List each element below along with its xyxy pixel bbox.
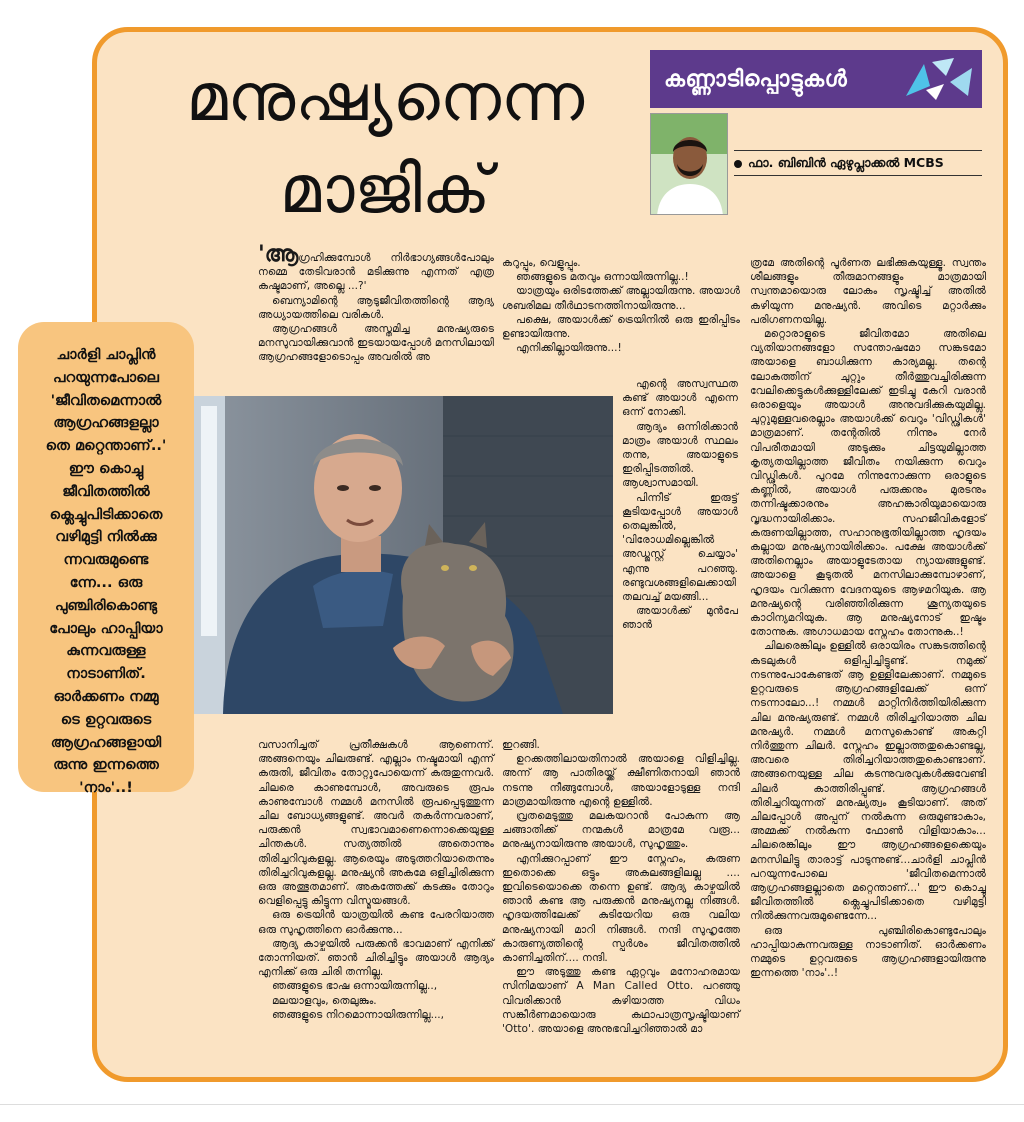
paragraph: ആഗ്രഹങ്ങൾ അസ്തമിച്ച മനുഷ്യരുടെ മനസുവായിക്കുവാൻ ഇടയായപ്പോൾ മനസിലായി ആഗ്രഹങ്ങളോടൊപ്പം അവരിൽ അ <box>258 323 494 364</box>
paragraph: ബെന്യാമിന്റെ ആടുജീവിതത്തിന്റെ ആദ്യ അധ്യായത്തിലെ വരികൾ. <box>258 294 494 321</box>
pull-quote-line: 'നാം'..! <box>79 779 133 797</box>
column-3 <box>750 256 986 980</box>
headline <box>160 52 610 236</box>
decorative-triangles-icon <box>902 56 976 102</box>
column-2-bottom <box>502 738 740 1036</box>
author-name: ഫാ. ബിബിൻ ഏഴുപ്ലാക്കൽ MCBS <box>748 155 944 170</box>
pull-quote-line: ന്നവരുമുണ്ടെ <box>63 551 149 569</box>
pull-quote-line: ന്നേ... ഒരു <box>69 573 143 591</box>
paragraph: ഞങ്ങളുടെ മതവും ഒന്നായിരുന്നില്ല..! <box>516 271 689 284</box>
paragraph: ഇറങ്ങി. <box>502 739 540 751</box>
paragraph: കറുപ്പും, വെളുപ്പും. <box>502 257 581 269</box>
pull-quote-line: ടെ ഉറ്റവരുടെ <box>60 710 152 728</box>
paragraph: അയാൾക്ക് മുൻപേ ഞാൻ <box>622 605 738 632</box>
pull-quote-line: ഈ കൊച്ചു <box>68 459 144 477</box>
paragraph: മറ്റൊരാളുടെ ജീവിതമോ അതിലെ വ്യതിയാനങ്ങളോ സന്തോഷമോ സങ്കടമോ അയാളെ ബാധിക്കുന്ന കാര്യമല്ല. തന്റെ ലോകത്തിന് ചുറ്റും തീർത്തുവച്ചിരിക്കുന്ന വേലിക്കെട്ടുകൾക്കുള്ളിലേക്ക് ഇടിച്ചു കേറി വരാൻ ഒരാളെയും അയാൾ അനുവദിക്കുകയുമില്ല. ചുറ്റുമുള്ളവരെല്ലാം അയാൾക്ക് വെറും 'വിഡ്ഢികൾ' മാത്രമാണ്. തന്റേതിൽ നിന്നും നേർ വിപരീതമായി അടുക്കും ചിട്ടയുമില്ലാത്ത കൃത്യതയില്ലാത്ത ജീവിതം നയിക്കുന്ന വെറും വിഡ്ഢികൾ. പുറമേ നിന്നുനോക്കുന്ന ഒരാളുടെ കണ്ണിൽ, അയാൾ പരുക്കനും മുരടനും തന്നിഷ്ടക്കാരനും അഹങ്കാരിയുമായൊരു വൃദ്ധനായിരിക്കാം. സഹജീവികളോട് കരുണയില്ലാത്ത, സഹാനുഭൂതിയില്ലാത്ത ഹൃദയം കല്ലായ മനുഷ്യനായിരിക്കാം. പക്ഷേ അയാൾക്ക് അതിനെല്ലാം അയാളുടേതായ ന്യായങ്ങളുണ്ട്. അയാളെ കൂടുതൽ മനസിലാക്കുമ്പോഴാണ്, ഹൃദയം വറിക്കുന്ന വേദനയുടെ ആഴമറിയുക. ആ മനുഷ്യന്റെ വരിഞ്ഞിരിക്കുന്ന ശൂന്യതയുടെ കാഠിന്യമറിയുക. ആ മനുഷ്യനോട് ഇഷ്ടം തോന്നുക. അഗാധമായ സ്നേഹം തോന്നുക..! <box>750 328 986 639</box>
paragraph: എനിക്കുറപ്പാണ് ഈ സ്നേഹം, കരുണ ഇതൊക്കെ ഒട്ടും അകലങ്ങളിലല്ല .... ഇവിടെയൊക്കെ തന്നെ ഉണ്ട്. ആദ്യ കാഴ്ചയിൽ ഞാൻ കണ്ട ആ പരുക്കൻ മനുഷ്യനല്ല നിങ്ങൾ. ഹൃദയത്തിലേക്ക് കുടിയേറിയ ഒരു വലിയ മനുഷ്യനായി മാറി നിങ്ങൾ. നന്ദി സുഹൃത്തേ കാരുണ്യത്തിന്റെ സ്പർശം ജീവിതത്തിൽ കാണിച്ചതിന്.... നന്ദി. <box>502 852 740 965</box>
column-banner-title: കണ്ണാടിപ്പൊട്ടുകൾ <box>664 66 848 92</box>
column-2-top <box>502 256 740 355</box>
paragraph: ഉറക്കത്തിലായതിനാൽ അയാളെ വിളിച്ചില്ല. അന്ന് ആ പാതിരയ്ക്ക് ക്ഷീണിതനായി ഞാൻ നടന്നു നീങ്ങുമ്പോൾ, അയാളോടുള്ള നന്ദി മാത്രമായിരുന്നു എന്റെ ഉള്ളിൽ. <box>502 753 740 808</box>
paragraph: ഞങ്ങളുടെ ഭാഷ ഒന്നായിരുന്നില്ല.., <box>272 980 438 993</box>
page-divider <box>0 1104 1024 1105</box>
pull-quote-line: നാടാണിത്. <box>66 665 146 683</box>
paragraph: എന്റെ അസ്വസ്ഥത കണ്ട് അയാൾ എന്നെ ഒന്ന് നോക്കി. <box>622 378 738 419</box>
pull-quote-line: 'ജീവിതമെന്നാൽ <box>50 391 162 409</box>
column-banner <box>650 50 982 108</box>
pull-quote-line: ജീവിതത്തിൽ <box>62 482 150 500</box>
paragraph: ഈ അടുത്തു കണ്ട ഏറ്റവും മനോഹരമായ സിനിമയാണ് A Man Called Otto. പറഞ്ഞു വിവരിക്കാൻ കഴിയാത്ത വിധം സങ്കീർണമായൊരു കഥാപാത്രസൃഷ്ടിയാണ് 'Otto'. അയാളെ അനുഭവിച്ചറിഞ്ഞാൽ മാ <box>502 966 740 1036</box>
paragraph: പിന്നീട് ഇരുട്ട് കൂടിയപ്പോൾ അയാൾ തെലുങ്കിൽ, 'വിരോധമില്ലെങ്കിൽ അഡ്ജസ്റ്റ് ചെയ്യാം' എന്നു പറഞ്ഞു. രണ്ടുവശങ്ങളിലെക്കായി തലവച്ച് മയങ്ങി... <box>622 491 738 604</box>
column-2-narrow <box>622 377 738 633</box>
pull-quote-line: പറയുന്നപോലെ <box>52 368 160 386</box>
paragraph: ഞങ്ങളുടെ നിറമൊന്നായിരുന്നില്ല..., <box>272 1008 445 1021</box>
pull-quote <box>18 322 194 797</box>
paragraph: ആദ്യ കാഴ്ചയിൽ പരുക്കൻ ഭാവമാണ് എനിക്ക് തോന്നിയത്. ഞാൻ ചിരിച്ചിട്ടും അയാൾ ആദ്യം എനിക്ക് ഒരു ചിരി തന്നില്ല. <box>258 937 494 979</box>
paragraph: എനിക്കില്ലായിരുന്നു...! <box>516 342 622 355</box>
bullet-icon <box>734 160 742 168</box>
headline-line-2: മാജിക് <box>279 151 491 228</box>
paragraph: ത്രമേ അതിന്റെ പൂർണത ലഭിക്കുകയുള്ളൂ. സ്വന്തം ശീലങ്ങളും തീരുമാനങ്ങളും മാത്രമായി സ്വന്തമായൊരു ലോകം സൃഷ്ടിച്ച് അതിൽ കഴിയുന്ന മനുഷ്യൻ. അവിടെ മറ്റാർക്കും പരിഗണനയില്ല. <box>750 257 986 326</box>
pull-quote-line: പോലും ഹാപ്പിയാ <box>49 619 163 637</box>
pull-quote-line: ക്ലെച്ചുപിടിക്കാതെ <box>49 505 163 523</box>
paragraph: ഒരു ട്രെയിൻ യാത്രയിൽ കണ്ട പേരറിയാത്ത ഒരു സുഹൃത്തിനെ ഓർക്കുന്നു... <box>258 909 494 936</box>
paragraph: വ്രതമെടുത്തു മലകയറാൻ പോകുന്ന ആ ചങ്ങാതിക്ക് നന്മകൾ മാത്രമേ വരൂ... മനുഷ്യനായിരുന്നു അയാൾ, സുഹൃത്തും. <box>502 810 740 851</box>
drop-cap: 'ആ <box>258 241 299 267</box>
film-still-photo <box>193 396 613 714</box>
author-photo <box>650 113 728 215</box>
paragraph: 'ആഗ്രഹിക്കുമ്പോൾ നിർഭാഗ്യങ്ങൾപോലും നമ്മെ തേടിവരാൻ മടിക്കുന്നു എന്നത് എത്ര കഷ്ടമാണ്, അല്ലെ ...?' <box>258 241 494 293</box>
column-1-bottom <box>258 738 494 1022</box>
pull-quote-line: ചാർളി ചാപ്ലിൻ <box>56 346 156 363</box>
pull-quote-line: തെ മറ്റെന്താണ്..' <box>45 437 167 455</box>
pull-quote-line: ആഗ്രഹങ്ങളായി <box>50 733 162 751</box>
pull-quote-line: പുഞ്ചിരികൊണ്ടു <box>54 596 158 614</box>
paragraph: പക്ഷെ, അയാൾക്ക് ട്രെയിനിൽ ഒരു ഇരിപ്പിടം ഉണ്ടായിരുന്നു. <box>502 313 740 341</box>
pull-quote-line: വഴിമുട്ടി നിൽക്കു <box>55 528 157 546</box>
author-byline <box>734 150 982 176</box>
headline-line-1: മനുഷ്യനെന്ന <box>185 59 585 136</box>
paragraph: മലയാളവും, തെലുങ്കും. <box>272 994 377 1007</box>
paragraph: ആദ്യം ഒന്നിരിക്കാൻ മാത്രം അയാൾ സ്ഥലം തന്നു, അയാളുടെ ഇരിപ്പിടത്തിൽ. ആശ്വാസമായി. <box>622 420 738 490</box>
pull-quote-line: ഓർക്കണം നമ്മു <box>53 687 159 705</box>
pull-quote-line: ആഗ്രഹങ്ങളല്ലാ <box>53 414 159 432</box>
paragraph: ഒരു പുഞ്ചിരികൊണ്ടുപോലും ഹാപ്പിയാകുന്നവരുള്ള നാടാണിത്. ഓർക്കണം നമ്മുടെ ഉറ്റവരുടെ ആഗ്രഹങ്ങളായിരുന്നു ഇന്നത്തെ 'നാം'..! <box>750 924 986 980</box>
paragraph: വസാനിച്ചത് പ്രതീക്ഷകൾ ആണെന്ന്. അങ്ങനെയും ചിലരുണ്ട്. എല്ലാം നഷ്ടമായി എന്ന് കരുതി, ജീവിതം തോറ്റുപോയെന്ന് കരുതുന്നവർ. ചിലരെ കാണുമ്പോൾ, അവരുടെ രൂപം കാണുമ്പോൾ നമ്മൾ മനസിൽ രൂപപ്പെടുത്തുന്ന ചില ബോധ്യങ്ങളുണ്ട്. അവർ തകർന്നവരാണ്, പരുക്കൻ സ്വഭാവമാണെന്നൊക്കെയുള്ള ചിന്തകൾ. സത്യത്തിൽ അതൊന്നും തിരിച്ചറിവുകളല്ല. ആരെയും അടുത്തറിയാതെന്നും തിരിച്ചറിവുകളല്ല. മനുഷ്യൻ അകമേ ഒളിച്ചിരിക്കുന്ന ഒരു അത്ഭുതമാണ്. അകത്തേക്ക് കടക്കും തോറും വെളിപ്പെട്ടു കിട്ടുന്ന വിസ്മയങ്ങൾ. <box>258 739 494 908</box>
paragraph: ചിലരെങ്കിലും ഉള്ളിൽ ഒരായിരം സങ്കടത്തിന്റെ കടലുകൾ ഒളിപ്പിച്ചിട്ടുണ്ട്. നമുക്ക് നടന്നുപോകേണ്ടത് ആ ഉള്ളിലേക്കാണ്. നമ്മുടെ ഉറ്റവരുടെ ആഗ്രഹങ്ങളിലേക്ക് ഒന്ന് നടന്നാലോ...! നമ്മൾ മാറ്റിനിർത്തിയിരിക്കുന്ന ചില മനുഷ്യരുണ്ട്. നമ്മൾ തിരിച്ചറിയാത്ത ചില മനുഷ്യർ. നമ്മൾ മനസുകൊണ്ട് അകറ്റി നിർത്തുന്ന ചിലർ. സ്നേഹം ഇല്ലാത്തതുകൊണ്ടല്ല, അവരെ തിരിച്ചറിയാത്തതുകൊണ്ടാണ്. അങ്ങനെയുള്ള ചില കടന്നുവരവുകൾക്കുവേണ്ടി ചിലർ കാത്തിരിപ്പുണ്ട്. ആഗ്രഹങ്ങൾ തിരിച്ചറിയുന്നത് മനുഷ്യത്വം കൂടിയാണ്. അത് ചിലപ്പോൾ അപ്പന് നൽകുന്ന ഒരുമുണ്ടാകാം, അമ്മക്ക് നൽകുന്ന ഫോൺ വിളിയാകാം... ചിലരെങ്കിലും ഈ ആഗ്രഹങ്ങളെക്കെയും മനസിലിട്ടു താരാട്ട് പാടുന്നുണ്ട്...ചാർളി ചാപ്ലിൻ പറയുന്നപോലെ 'ജീവിതമെന്നാൽ ആഗ്രഹങ്ങളല്ലാതെ മറ്റെന്താണ്...' ഈ കൊച്ചു ജീവിതത്തിൽ ക്ലെച്ചുപിടിക്കാതെ വഴിമുട്ടി നിൽക്കുന്നവരുമുണ്ടെന്നേ... <box>750 640 986 923</box>
paragraph: യാത്രയും ഒരിടത്തേക്ക് അല്ലായിരുന്നു. അയാൾ ശബരിമല തീർഥാടനത്തിനായിരുന്നു... <box>502 285 740 312</box>
column-1-top <box>258 241 494 365</box>
pull-quote-line: രുന്നു ഇന്നത്തെ <box>53 756 159 774</box>
pull-quote-line: കുന്നവരുള്ള <box>66 642 146 660</box>
